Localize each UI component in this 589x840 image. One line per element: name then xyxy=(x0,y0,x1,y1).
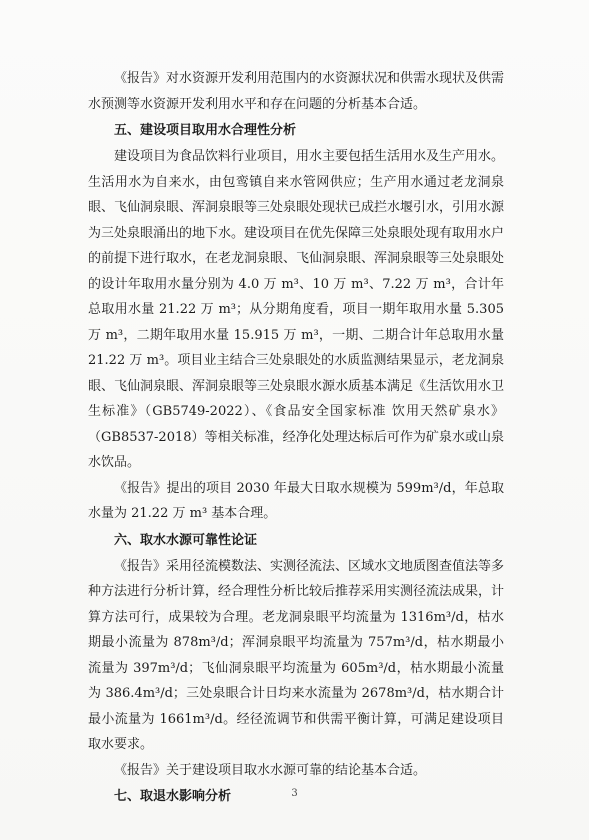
section-heading-5: 五、建设项目取用水合理性分析 xyxy=(114,123,297,138)
page-number: 3 xyxy=(291,788,298,799)
paragraph-water-scale-conclusion: 《报告》提出的项目 2030 年最大日取水规模为 599m³/d，年总取水量为 21.22 万 m³ 基本合理。 xyxy=(88,480,504,521)
paragraph-source-reliability: 《报告》采用径流模数法、实测径流法、区域水文地质图查值法等多种方法进行分析计算，经合理性分析比较后推荐采用实测径流法成果，计算方法可行，成果较为合理。老龙洞泉眼平均流量为 1316m³/d，枯水期最小流量为 878m³/d；浑洞泉眼平均流量为 757m³/d，枯水期最小流量为 397m³/d；飞仙洞泉眼平均流量为 605m³/d，枯水期最小流量为 386.4m³/d；三处泉眼合计日均来水流量为 2678m³/d，枯水期合计最小流量为 1661m³/d。经径流调节和供需平衡计算，可满足建设项目取水要求。 xyxy=(88,558,505,752)
paragraph-water-resources-analysis: 《报告》对水资源开发利用范围内的水资源状况和供需水现状及供需水预测等水资源开发利用水平和存在问题的分析基本合适。 xyxy=(88,71,505,112)
section-heading-7: 七、取退水影响分析 xyxy=(114,789,232,804)
document-body xyxy=(88,66,504,810)
section-heading-6: 六、取水水源可靠性论证 xyxy=(114,532,258,548)
paragraph-reliability-conclusion: 《报告》关于建设项目取水水源可靠的结论基本合适。 xyxy=(114,762,427,778)
paragraph-water-use-rationality: 建设项目为食品饮料行业项目，用水主要包括生活用水及生产用水。生活用水为自来水，由包鸾镇自来水管网供应；生产用水通过老龙洞泉眼、飞仙洞泉眼、浑洞泉眼等三处泉眼处现状已成拦水堰引水，引用水源为三处泉眼涌出的地下水。建设项目在优先保障三处泉眼处现有取用水户的前提下进行取水，在老龙洞泉眼、飞仙洞泉眼、浑洞泉眼等三处泉眼处的设计年取用水量分别为 4.0 万 m³、10 万 m³、7.22 万 m³，合计年总取用水量 21.22 万 m³；从分期角度看，项目一期年取用水量 5.305 万 m³，二期年取用水量 15.915 万 m³，一期、二期合计年总取用水量 21.22 万 m³。项目业主结合三处泉眼处的水质监测结果显示，老龙洞泉眼、飞仙洞泉眼、浑洞泉眼等三处泉眼水源水质基本满足《生活饮用水卫生标准》（GB5749-2022）、《食品安全国家标准 饮用天然矿泉水》（GB8537-2018）等相关标准，经净化处理达标后可作为矿泉水或山泉水饮品。 xyxy=(88,149,505,470)
